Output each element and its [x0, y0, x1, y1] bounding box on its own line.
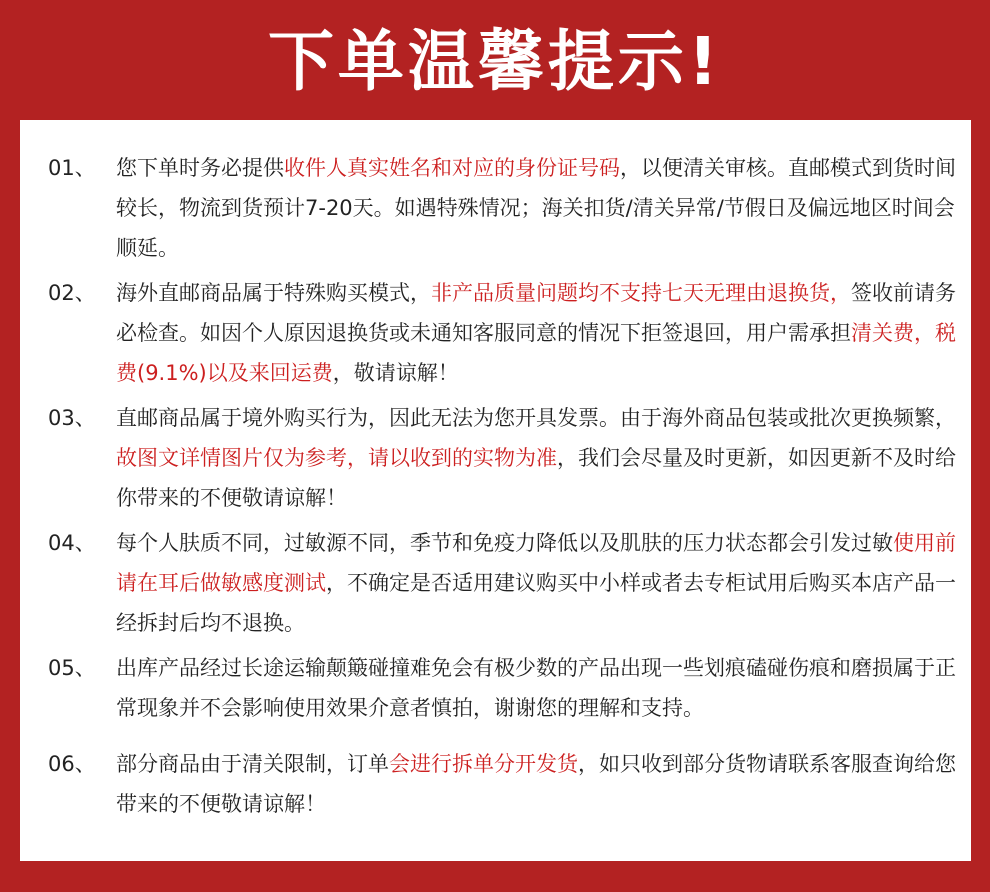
notice-highlight: 清关费，税费(9.1%)以及来回运费: [116, 321, 956, 385]
notice-highlight: 收件人真实姓名和对应的身份证号码: [284, 156, 620, 180]
notice-text: 签收前请务必检查。如因个人原因退换货或未通知客服同意的情况下拒签退回，用户需承担: [116, 281, 956, 345]
notice-number: 06、: [48, 752, 96, 776]
notice-highlight: 非产品质量问题均不支持七天无理由退换货，: [431, 281, 851, 305]
notice-number: 03、: [48, 406, 96, 430]
notice-text: ，如只收到部分货物请联系客服查询给您带来的不便敬请谅解！: [116, 752, 956, 816]
notice-number: 05、: [48, 656, 96, 680]
notice-number: 02、: [48, 281, 96, 305]
notice-05: [48, 648, 958, 728]
notice-text: 每个人肤质不同，过敏源不同，季节和免疫力降低以及肌肤的压力状态都会引发过敏: [116, 531, 893, 555]
notice-highlight: 故图文详情图片仅为参考，请以收到的实物为准: [116, 446, 557, 470]
notice-highlight: 会进行拆单分开发货: [389, 752, 578, 776]
notice-number: 04、: [48, 531, 96, 555]
notice-highlight: 使用前请在耳后做敏感度测试: [116, 531, 956, 595]
notice-text: 直邮商品属于境外购买行为，因此无法为您开具发票。由于海外商品包装或批次更换频繁，: [116, 406, 956, 430]
notice-text: ，我们会尽量及时更新，如因更新不及时给你带来的不便敬请谅解！: [116, 446, 956, 510]
notice-text: ，以便清关审核。直邮模式到货时间较长，物流到货预计7-20天。如遇特殊情况；海关扣货/清关异常/节假日及偏远地区时间会顺延。: [116, 156, 956, 260]
notice-text: 海外直邮商品属于特殊购买模式，: [116, 281, 431, 305]
notice-04: [48, 523, 958, 643]
notice-text: ，不确定是否适用建议购买中小样或者去专柜试用后购买本店产品一经拆封后均不退换。: [116, 571, 956, 635]
notice-03: [48, 398, 958, 518]
notice-text: 出库产品经过长途运输颠簸碰撞难免会有极少数的产品出现一些划痕磕碰伤痕和磨损属于正常现象并不会影响使用效果介意者慎拍，谢谢您的理解和支持。: [116, 656, 956, 720]
notice-number: 01、: [48, 156, 96, 180]
notice-text: ，敬请谅解！: [332, 361, 459, 385]
notice-text: 您下单时务必提供: [116, 156, 284, 180]
page-title: 下单温馨提示!: [267, 23, 723, 100]
notice-01: [48, 148, 958, 268]
notice-02: [48, 273, 958, 393]
notice-06: [48, 744, 958, 824]
notice-panel: [20, 120, 971, 861]
notice-text: 部分商品由于清关限制，订单: [116, 752, 389, 776]
